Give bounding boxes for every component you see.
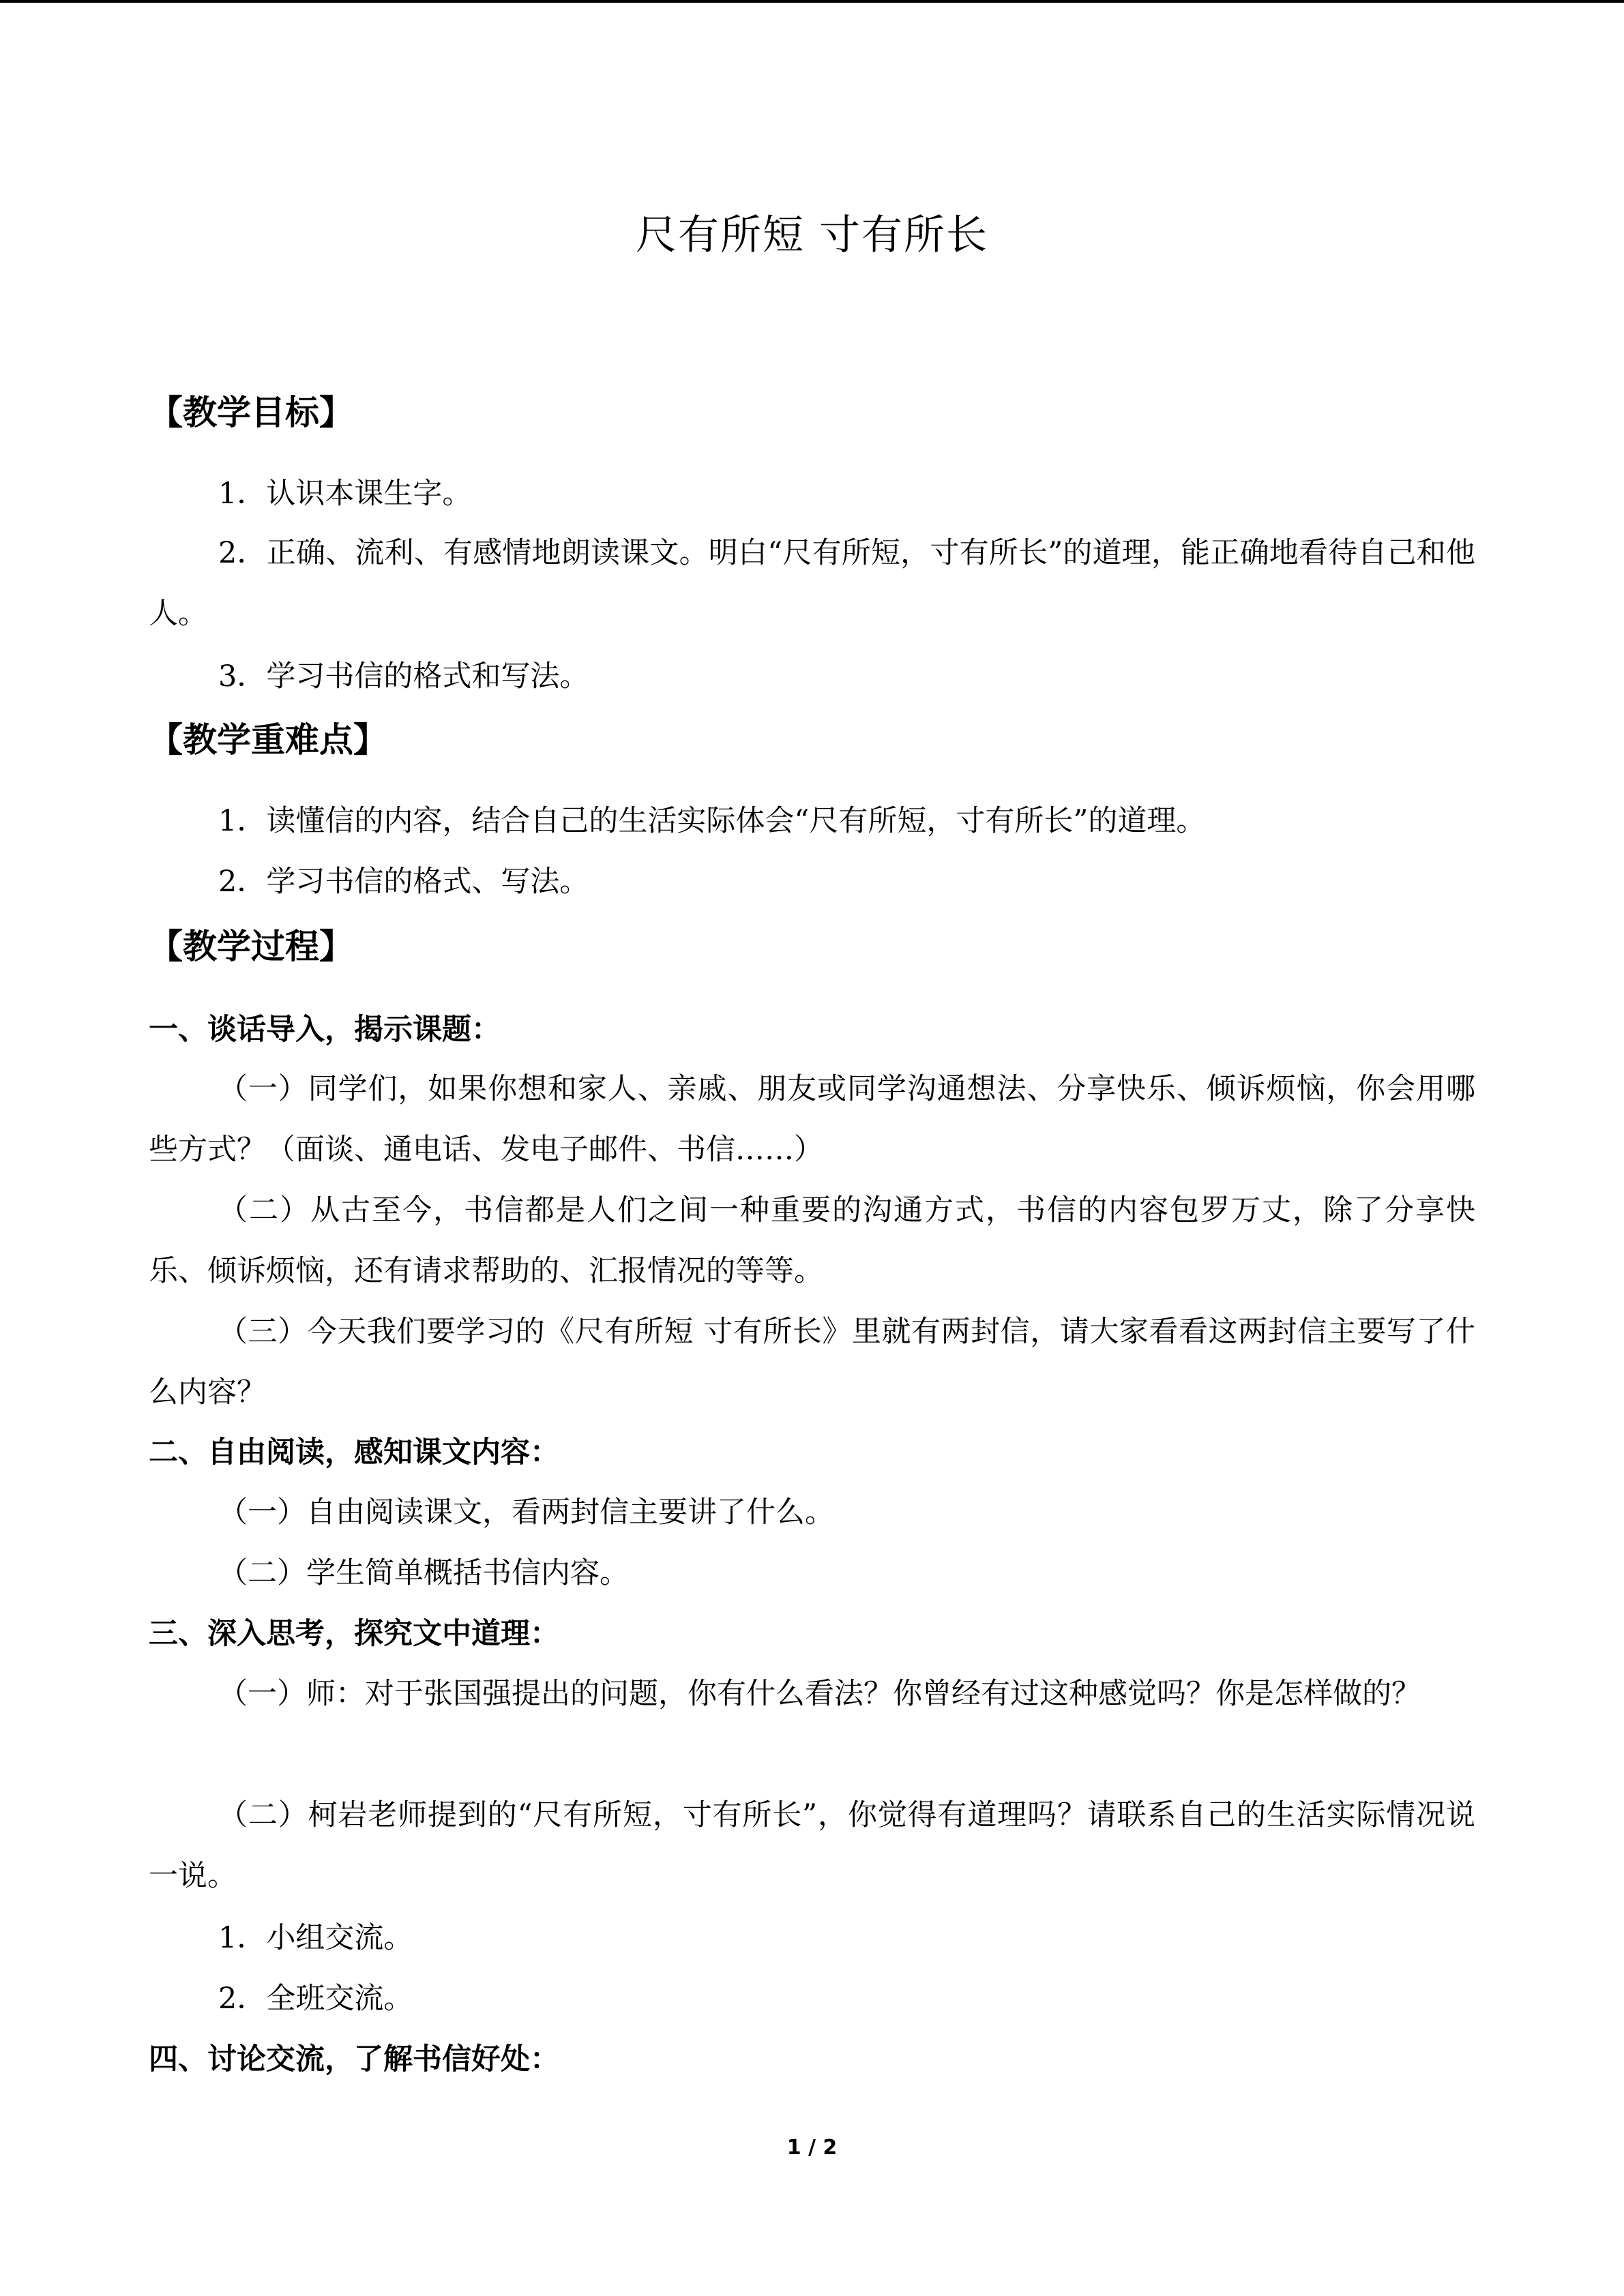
process-step-1-item-2: （二）从古至今，书信都是人们之间一种重要的沟通方式，书信的内容包罗万丈，除了分享快乐、倾诉烦恼，还有请求帮助的、汇报情况的等等。 bbox=[149, 1193, 1475, 1288]
objective-item-2: 2．正确、流利、有感情地朗读课文。明白“尺有所短，寸有所长”的道理，能正确地看待自己和他人。 bbox=[149, 536, 1475, 631]
process-step-2-item-1: （一）自由阅读课文，看两封信主要讲了什么。 bbox=[218, 1495, 834, 1530]
key-point-item-2: 2．学习书信的格式、写法。 bbox=[218, 865, 589, 899]
process-step-1-item-3: （三）今天我们要学习的《尺有所短 寸有所长》里就有两封信，请大家看看这两封信主要写了什么内容？ bbox=[149, 1315, 1475, 1410]
document-title: 尺有所短 寸有所长 bbox=[635, 211, 989, 259]
objectives-heading: 【教学目标】 bbox=[149, 393, 353, 432]
process-step-4-title: 四、讨论交流，了解书信好处： bbox=[149, 2042, 559, 2076]
process-step-3-item-4: 2．全班交流。 bbox=[218, 1982, 413, 2016]
objective-item-1: 1．认识本课生字。 bbox=[218, 477, 472, 511]
process-step-1-title: 一、谈话导入，揭示课题： bbox=[149, 1013, 501, 1047]
process-heading: 【教学过程】 bbox=[149, 927, 353, 966]
key-points-heading: 【教学重难点】 bbox=[149, 720, 387, 760]
document-page bbox=[149, 0, 1475, 2296]
process-step-3-item-2: （二）柯岩老师提到的“尺有所短，寸有所长”，你觉得有道理吗？请联系自己的生活实际情况说一说。 bbox=[149, 1798, 1475, 1893]
page-number: 1 / 2 bbox=[786, 2136, 838, 2160]
process-step-3-item-3: 1．小组交流。 bbox=[218, 1921, 413, 1955]
objective-item-3: 3．学习书信的格式和写法。 bbox=[218, 659, 589, 694]
process-step-2-item-2: （二）学生简单概括书信内容。 bbox=[218, 1556, 629, 1590]
process-step-2-title: 二、自由阅读，感知课文内容： bbox=[149, 1435, 559, 1470]
key-point-item-1: 1．读懂信的内容，结合自己的生活实际体会“尺有所短，寸有所长”的道理。 bbox=[218, 804, 1206, 838]
process-step-3-title: 三、深入思考，探究文中道理： bbox=[149, 1617, 559, 1651]
process-step-1-item-1: （一）同学们，如果你想和家人、亲戚、朋友或同学沟通想法、分享快乐、倾诉烦恼，你会用哪些方式？（面谈、通电话、发电子邮件、书信……） bbox=[149, 1072, 1475, 1167]
process-step-3-item-1: （一）师：对于张国强提出的问题，你有什么看法？你曾经有过这种感觉吗？你是怎样做的？ bbox=[218, 1677, 1421, 1711]
